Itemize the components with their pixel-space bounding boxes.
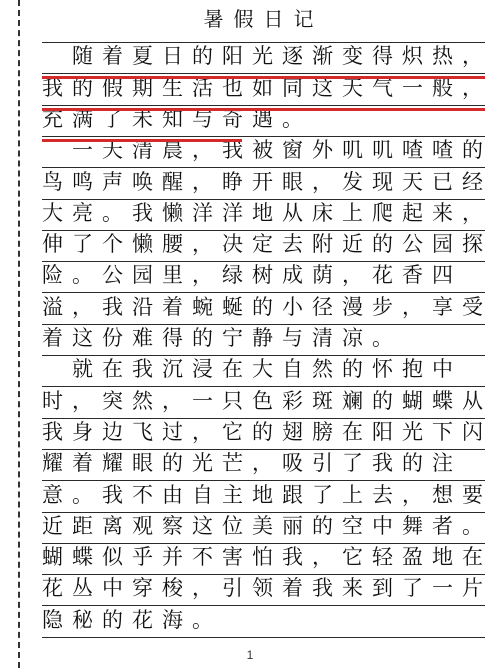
diary-text-line: 我身边飞过，它的翅膀在阳光下闪 bbox=[42, 419, 492, 444]
diary-text-line: 耀着耀眼的光芒，吸引了我的注 bbox=[42, 451, 462, 476]
diary-text-line: 大亮。我懒洋洋地从床上爬起来， bbox=[42, 200, 492, 225]
diary-text-line: 险。公园里，绿树成荫，花香四 bbox=[42, 263, 462, 288]
ruled-line bbox=[42, 637, 485, 638]
diary-text-line: 就在我沉浸在大自然的怀抱中 bbox=[42, 357, 462, 382]
diary-text-line: 花丛中穿梭，引领着我来到了一片 bbox=[42, 576, 492, 601]
diary-text-line: 一天清晨，我被窗外叽叽喳喳的 bbox=[42, 138, 492, 163]
diary-text-line: 意。我不由自主地跟了上去，想要 bbox=[42, 482, 492, 507]
diary-text-line: 伸了个懒腰，决定去附近的公园探 bbox=[42, 232, 492, 257]
lined-writing-area bbox=[42, 0, 492, 668]
diary-text-line: 溢，我沿着蜿蜒的小径漫步，享受 bbox=[42, 294, 492, 319]
red-highlight-underline bbox=[42, 76, 485, 79]
diary-text-line: 着这份难得的宁静与清凉。 bbox=[42, 326, 402, 350]
red-highlight-underline bbox=[42, 139, 242, 142]
diary-text-line: 随着夏日的阳光逐渐变得炽热， bbox=[42, 44, 492, 69]
diary-text-line: 时，突然，一只色彩斑斓的蝴蝶从 bbox=[42, 388, 492, 413]
diary-text-line: 隐秘的花海。 bbox=[42, 607, 222, 632]
diary-text-line: 近距离观察这位美丽的空中舞者。 bbox=[42, 513, 492, 538]
page-number: 1 bbox=[246, 648, 254, 662]
diary-text-line: 蝴蝶似乎并不害怕我，它轻盈地在 bbox=[42, 545, 492, 570]
diary-text-line: 鸟鸣声唤醒，睁开眼，发现天已经 bbox=[42, 169, 492, 194]
diary-text-line: 充满了未知与奇遇。 bbox=[42, 106, 312, 131]
diary-text-line: 我的假期生活也如同这天气一般， bbox=[42, 75, 492, 100]
diary-title: 暑假日记 bbox=[203, 7, 324, 31]
red-highlight-underline bbox=[42, 108, 485, 111]
binding-margin-line bbox=[18, 0, 20, 668]
